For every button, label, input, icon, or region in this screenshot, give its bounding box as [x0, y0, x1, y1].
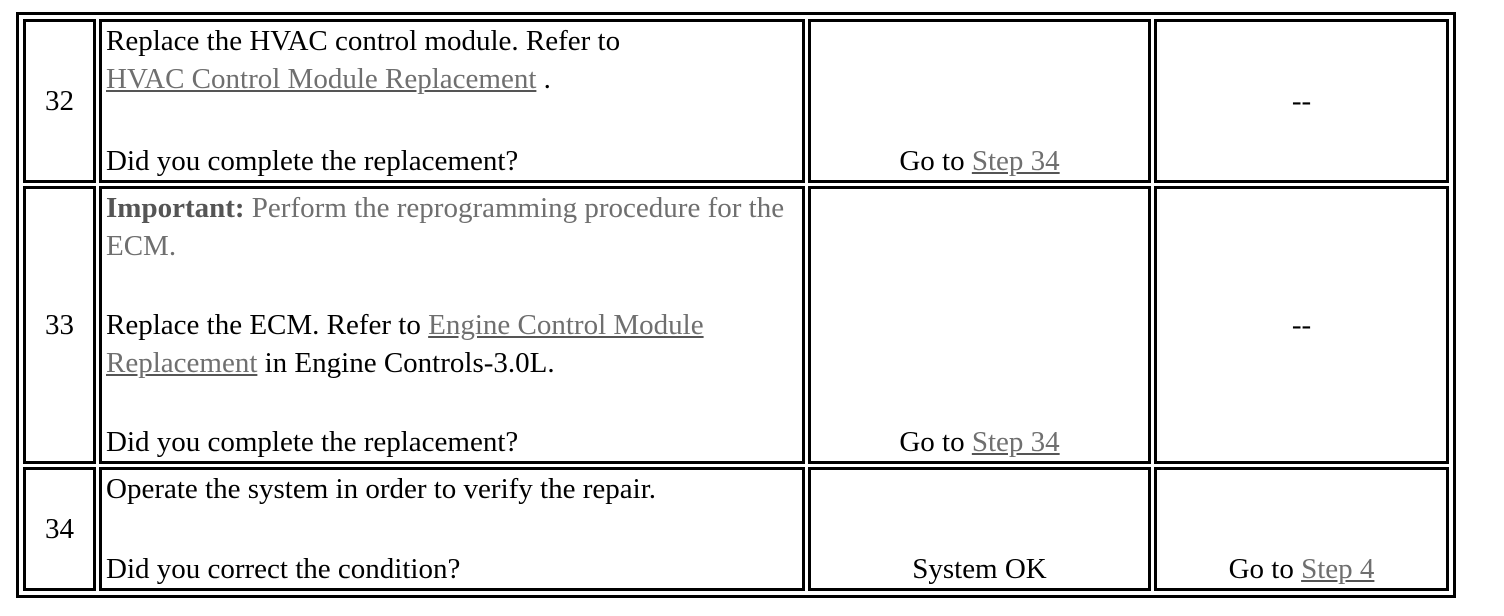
question-text: Did you complete the replacement?	[106, 426, 519, 458]
action-instruction: Replace the HVAC control module. Refer to	[106, 25, 621, 57]
no-cell: --	[1154, 186, 1449, 464]
action-text	[106, 22, 798, 98]
no-cell: --	[1154, 19, 1449, 183]
go-to-step-34-link[interactable]: Step 34	[971, 145, 1060, 177]
no-prefix: Go to	[1228, 553, 1302, 585]
action-cell	[99, 467, 805, 591]
diagnostic-steps-table-frame	[16, 12, 1456, 598]
yes-cell: System OK	[808, 467, 1151, 591]
question-text: Did you correct the condition?	[106, 553, 461, 585]
diagnostic-steps-table	[20, 16, 1452, 594]
action-text	[106, 306, 798, 382]
action-cell	[99, 19, 805, 183]
important-note	[106, 189, 798, 265]
important-text: Perform the reprogramming procedure for the ECM.	[106, 192, 785, 262]
go-to-step-34-link[interactable]: Step 34	[971, 426, 1060, 458]
table-row-step-32	[23, 19, 1449, 183]
no-cell	[1154, 467, 1449, 591]
engine-control-module-replacement-link[interactable]: Engine Control Module Replacement	[106, 309, 704, 379]
action-cell	[99, 186, 805, 464]
yes-cell	[808, 19, 1151, 183]
question-text: Did you complete the replacement?	[106, 145, 519, 177]
yes-cell	[808, 186, 1151, 464]
table-row-step-34	[23, 467, 1449, 591]
action-instruction: Operate the system in order to verify the repair.	[106, 473, 656, 505]
step-number: 32	[23, 19, 96, 183]
table-row-step-33	[23, 186, 1449, 464]
action-after-link: in Engine Controls-3.0L.	[257, 347, 555, 379]
hvac-control-module-replacement-link[interactable]: HVAC Control Module Replacement	[106, 63, 537, 95]
step-number: 33	[23, 186, 96, 464]
step-number: 34	[23, 467, 96, 591]
action-after-link: .	[536, 63, 551, 95]
yes-prefix: Go to	[899, 426, 972, 458]
yes-prefix: Go to	[899, 145, 972, 177]
action-instruction: Replace the ECM. Refer to	[106, 309, 429, 341]
important-label: Important:	[106, 192, 245, 224]
go-to-step-4-link[interactable]: Step 4	[1301, 553, 1375, 585]
